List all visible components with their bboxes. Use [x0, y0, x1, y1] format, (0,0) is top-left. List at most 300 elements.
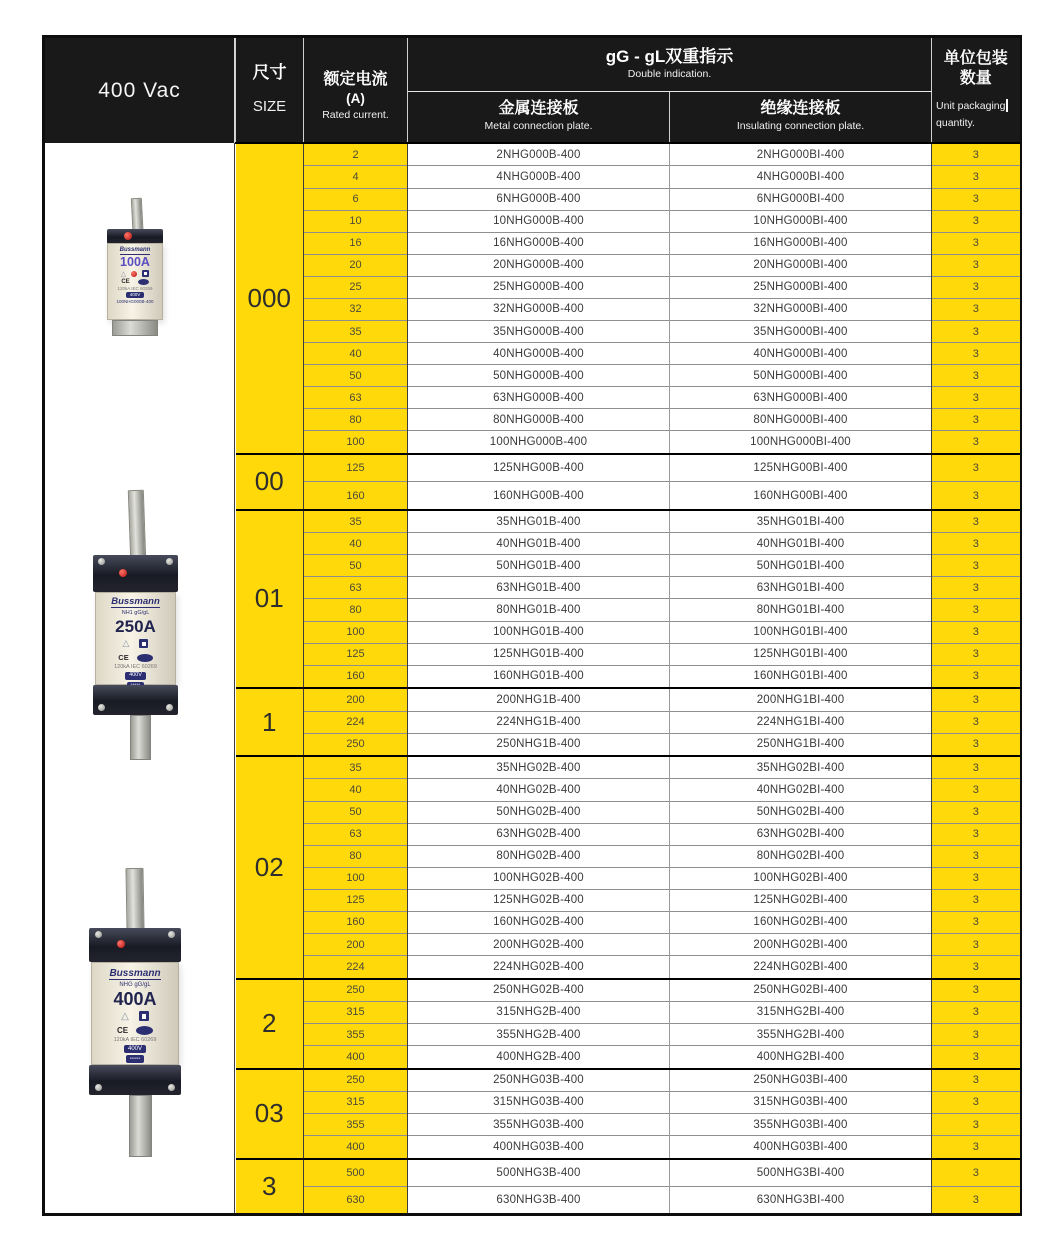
insulating-plate-part-cell: 63NHG02BI-400: [670, 823, 932, 845]
metal-plate-part-cell: 35NHG02B-400: [408, 756, 670, 779]
insulating-plate-part-cell: 40NHG02BI-400: [670, 779, 932, 801]
quantity-cell: 3: [932, 688, 1020, 711]
quantity-cell: 3: [932, 801, 1020, 823]
rated-current-cell: 25: [304, 276, 408, 298]
spec-row: [236, 889, 1020, 911]
insulating-plate-part-cell: 20NHG000BI-400: [670, 254, 932, 276]
spec-row: [236, 166, 1020, 188]
fuse-indicator-icon: [117, 940, 125, 948]
fuse-type: NH1 gG/gL: [121, 610, 150, 617]
rated-current-cell: 63: [304, 387, 408, 409]
col-header-size: 尺寸 SIZE: [236, 38, 304, 143]
fuse-blade-icon: [128, 490, 146, 561]
fuse-rating: 100A: [120, 254, 150, 269]
spec-row: [236, 688, 1020, 711]
size-label: 02: [236, 756, 304, 978]
screw-icon: [166, 704, 173, 711]
quantity-cell: 3: [932, 276, 1020, 298]
spec-row: [236, 577, 1020, 599]
quantity-cell: 3: [932, 533, 1020, 555]
rated-current-cell: 250: [304, 979, 408, 1002]
fuse-rating: 250A: [115, 617, 156, 637]
rated-current-cell: 355: [304, 1024, 408, 1046]
rated-current-cell: 400: [304, 1046, 408, 1069]
fuse-photo-100a: [107, 198, 165, 338]
metal-plate-part-cell: 80NHG000B-400: [408, 409, 670, 431]
metal-plate-part-cell: 50NHG01B-400: [408, 555, 670, 577]
metal-plate-part-cell: 100NHG02B-400: [408, 867, 670, 889]
metal-plate-part-cell: 315NHG03B-400: [408, 1091, 670, 1113]
size-label: 00: [236, 454, 304, 510]
fuse-top-cap: [93, 555, 178, 592]
insulating-plate-part-cell: 100NHG01BI-400: [670, 621, 932, 643]
voltage-label: 400 Vac: [98, 78, 181, 102]
spec-row: [236, 188, 1020, 210]
insulating-plate-part-cell: 400NHG2BI-400: [670, 1046, 932, 1069]
metal-plate-part-cell: 25NHG000B-400: [408, 276, 670, 298]
insulating-plate-part-cell: 315NHG2BI-400: [670, 1001, 932, 1023]
text-cursor: [1006, 99, 1008, 112]
quantity-cell: 3: [932, 1046, 1020, 1069]
size-label: 03: [236, 1069, 304, 1159]
metal-plate-part-cell: 500NHG3B-400: [408, 1159, 670, 1187]
quantity-cell: 3: [932, 1001, 1020, 1023]
screw-icon: [168, 1084, 175, 1091]
insulating-plate-part-cell: 25NHG000BI-400: [670, 276, 932, 298]
oval-cert-icon: [136, 1026, 153, 1035]
quantity-cell: 3: [932, 143, 1020, 166]
spec-row: [236, 1187, 1020, 1213]
spec-row: [236, 365, 1020, 387]
fuse-top-cap: [89, 928, 181, 962]
spec-row: [236, 643, 1020, 665]
quantity-cell: 3: [932, 188, 1020, 210]
fuse-bottom-cap: [93, 685, 178, 715]
rated-current-cell: 35: [304, 510, 408, 533]
table-header: [236, 38, 1020, 143]
spec-row: [236, 254, 1020, 276]
quantity-cell: 3: [932, 431, 1020, 454]
quantity-cell: 3: [932, 343, 1020, 365]
quantity-cell: 3: [932, 823, 1020, 845]
quantity-cell: 3: [932, 711, 1020, 733]
quantity-cell: 3: [932, 643, 1020, 665]
fuse-cert-icons: [123, 638, 149, 649]
ce-mark: CE: [116, 1025, 129, 1035]
rated-current-cell: 80: [304, 409, 408, 431]
quantity-cell: 3: [932, 779, 1020, 801]
insulating-plate-part-cell: 355NHG03BI-400: [670, 1114, 932, 1136]
metal-plate-part-cell: 20NHG000B-400: [408, 254, 670, 276]
rated-current-cell: 40: [304, 343, 408, 365]
col-header-insulating-plate: 绝缘连接板 Insulating connection plate.: [670, 91, 932, 143]
spec-row: [236, 1114, 1020, 1136]
quantity-cell: 3: [932, 510, 1020, 533]
quantity-cell: 3: [932, 1024, 1020, 1046]
rated-current-cell: 40: [304, 779, 408, 801]
spec-row: [236, 801, 1020, 823]
fuse-body-label: [107, 243, 163, 320]
spec-row: [236, 1091, 1020, 1113]
insulating-plate-part-cell: 200NHG02BI-400: [670, 934, 932, 956]
metal-plate-part-cell: 224NHG02B-400: [408, 956, 670, 979]
quantity-cell: 3: [932, 1114, 1020, 1136]
quantity-cell: 3: [932, 409, 1020, 431]
insulating-plate-part-cell: 50NHG000BI-400: [670, 365, 932, 387]
rated-current-cell: 20: [304, 254, 408, 276]
rated-current-cell: 4: [304, 166, 408, 188]
metal-plate-part-cell: 125NHG01B-400: [408, 643, 670, 665]
insulating-plate-part-cell: 315NHG03BI-400: [670, 1091, 932, 1113]
fuse-bottom-cap: [89, 1065, 181, 1095]
insulating-plate-part-cell: 10NHG000BI-400: [670, 210, 932, 232]
fuse-voltage-pill: 400V: [124, 1045, 146, 1053]
quantity-cell: 3: [932, 867, 1020, 889]
insulating-plate-part-cell: 35NHG01BI-400: [670, 510, 932, 533]
rated-current-cell: 50: [304, 801, 408, 823]
quantity-cell: 3: [932, 298, 1020, 320]
rated-current-cell: 224: [304, 711, 408, 733]
fuse-standard-text: 120kA IEC 60269: [117, 285, 153, 291]
voltage-header: [45, 38, 235, 143]
insulating-plate-part-cell: 16NHG000BI-400: [670, 232, 932, 254]
rated-current-cell: 315: [304, 1091, 408, 1113]
quantity-cell: 3: [932, 665, 1020, 688]
insulating-plate-part-cell: 35NHG02BI-400: [670, 756, 932, 779]
insulating-plate-part-cell: 500NHG3BI-400: [670, 1159, 932, 1187]
metal-plate-part-cell: 160NHG02B-400: [408, 911, 670, 933]
insulating-plate-part-cell: 250NHG03BI-400: [670, 1069, 932, 1092]
quantity-cell: 3: [932, 577, 1020, 599]
insulating-plate-part-cell: 160NHG02BI-400: [670, 911, 932, 933]
insulating-plate-part-cell: 125NHG00BI-400: [670, 454, 932, 482]
product-images-area: [45, 143, 235, 1213]
fuse-voltage-pill: 400V: [125, 672, 146, 679]
spec-row: [236, 911, 1020, 933]
rated-current-cell: 50: [304, 555, 408, 577]
insulating-plate-part-cell: 100NHG000BI-400: [670, 431, 932, 454]
rated-current-cell: 10: [304, 210, 408, 232]
quantity-cell: 3: [932, 254, 1020, 276]
spec-row: [236, 845, 1020, 867]
size-label: 000: [236, 143, 304, 454]
fuse-standard-text: 120kA IEC 60269: [114, 664, 157, 671]
insulating-plate-part-cell: 125NHG01BI-400: [670, 643, 932, 665]
spec-row: [236, 979, 1020, 1002]
quantity-cell: 3: [932, 365, 1020, 387]
rated-current-cell: 2: [304, 143, 408, 166]
metal-plate-part-cell: 100NHG000B-400: [408, 431, 670, 454]
rated-current-cell: 50: [304, 365, 408, 387]
quantity-cell: 3: [932, 166, 1020, 188]
insulating-plate-part-cell: 80NHG02BI-400: [670, 845, 932, 867]
rated-current-cell: 200: [304, 934, 408, 956]
size-label: 1: [236, 688, 304, 756]
rated-current-cell: 160: [304, 482, 408, 510]
insulating-plate-part-cell: 50NHG02BI-400: [670, 801, 932, 823]
spec-row: [236, 733, 1020, 756]
rated-current-cell: 100: [304, 431, 408, 454]
quantity-cell: 3: [932, 210, 1020, 232]
spec-sheet-table: [42, 35, 1022, 1216]
insulating-plate-part-cell: 224NHG1BI-400: [670, 711, 932, 733]
insulating-plate-part-cell: 630NHG3BI-400: [670, 1187, 932, 1213]
fuse-photo-250a: [93, 490, 178, 760]
quantity-cell: 3: [932, 934, 1020, 956]
screw-icon: [98, 704, 105, 711]
metal-plate-part-cell: 80NHG02B-400: [408, 845, 670, 867]
col-header-rated-current: 额定电流 (A) Rated current.: [304, 38, 408, 143]
spec-row: [236, 555, 1020, 577]
insulating-plate-part-cell: 250NHG1BI-400: [670, 733, 932, 756]
insulating-plate-part-cell: 200NHG1BI-400: [670, 688, 932, 711]
rated-current-cell: 63: [304, 823, 408, 845]
quantity-cell: 3: [932, 956, 1020, 979]
spec-row: [236, 409, 1020, 431]
quantity-cell: 3: [932, 845, 1020, 867]
rated-current-cell: 100: [304, 621, 408, 643]
fuse-voltage-pill: 400V: [126, 292, 145, 298]
metal-plate-part-cell: 16NHG000B-400: [408, 232, 670, 254]
fuse-cert-icons: [121, 1011, 149, 1022]
rated-current-cell: 6: [304, 188, 408, 210]
quantity-cell: 3: [932, 454, 1020, 482]
fuse-indicator-icon: [124, 232, 132, 240]
metal-plate-part-cell: 630NHG3B-400: [408, 1187, 670, 1213]
spec-row: [236, 756, 1020, 779]
insulating-plate-part-cell: 50NHG01BI-400: [670, 555, 932, 577]
metal-plate-part-cell: 200NHG1B-400: [408, 688, 670, 711]
rated-current-cell: 200: [304, 688, 408, 711]
quantity-cell: 3: [932, 387, 1020, 409]
spec-row: [236, 431, 1020, 454]
quantity-cell: 3: [932, 1091, 1020, 1113]
rated-current-cell: 16: [304, 232, 408, 254]
metal-plate-part-cell: 400NHG2B-400: [408, 1046, 670, 1069]
fuse-blade-icon: [125, 868, 144, 930]
spec-row: [236, 533, 1020, 555]
metal-plate-part-cell: 40NHG000B-400: [408, 343, 670, 365]
metal-plate-part-cell: 160NHG00B-400: [408, 482, 670, 510]
metal-plate-part-cell: 250NHG02B-400: [408, 979, 670, 1002]
insulating-plate-part-cell: 40NHG000BI-400: [670, 343, 932, 365]
fuse-body-label: [91, 962, 179, 1065]
quantity-cell: 3: [932, 889, 1020, 911]
rated-current-cell: 80: [304, 845, 408, 867]
ce-mark: CE: [118, 653, 129, 663]
spec-row: [236, 711, 1020, 733]
metal-plate-part-cell: 125NHG02B-400: [408, 889, 670, 911]
size-label: 2: [236, 979, 304, 1069]
rated-current-cell: 355: [304, 1114, 408, 1136]
spec-row: [236, 823, 1020, 845]
metal-plate-part-cell: 10NHG000B-400: [408, 210, 670, 232]
insulating-plate-part-cell: 40NHG01BI-400: [670, 533, 932, 555]
col-header-metal-plate: 金属连接板 Metal connection plate.: [408, 91, 670, 143]
spec-row: [236, 934, 1020, 956]
rated-current-cell: 100: [304, 867, 408, 889]
insulating-plate-part-cell: 224NHG02BI-400: [670, 956, 932, 979]
spec-row: [236, 298, 1020, 320]
metal-plate-part-cell: 250NHG03B-400: [408, 1069, 670, 1092]
metal-plate-part-cell: 2NHG000B-400: [408, 143, 670, 166]
metal-plate-part-cell: 35NHG000B-400: [408, 320, 670, 342]
quantity-cell: 3: [932, 599, 1020, 621]
spec-row: [236, 1159, 1020, 1187]
rated-current-cell: 40: [304, 533, 408, 555]
spec-row: [236, 143, 1020, 166]
quantity-cell: 3: [932, 756, 1020, 779]
size-label: 01: [236, 510, 304, 688]
fuse-cert-icons: [121, 270, 149, 278]
spec-row: [236, 482, 1020, 510]
spec-row: [236, 343, 1020, 365]
screw-icon: [166, 558, 173, 565]
insulating-plate-part-cell: 400NHG03BI-400: [670, 1136, 932, 1159]
rated-current-cell: 125: [304, 454, 408, 482]
rated-current-cell: 500: [304, 1159, 408, 1187]
spec-row: [236, 867, 1020, 889]
quantity-cell: 3: [932, 733, 1020, 756]
metal-plate-part-cell: 355NHG03B-400: [408, 1114, 670, 1136]
metal-plate-part-cell: 4NHG000B-400: [408, 166, 670, 188]
quantity-cell: 3: [932, 555, 1020, 577]
insulating-plate-part-cell: 80NHG01BI-400: [670, 599, 932, 621]
ce-mark: CE: [121, 278, 130, 285]
metal-plate-part-cell: 63NHG000B-400: [408, 387, 670, 409]
fuse-indicator-icon: [119, 569, 127, 577]
metal-plate-part-cell: 6NHG000B-400: [408, 188, 670, 210]
oval-cert-icon: [138, 279, 149, 285]
spec-row: [236, 276, 1020, 298]
metal-plate-part-cell: 400NHG03B-400: [408, 1136, 670, 1159]
metal-plate-part-cell: 40NHG02B-400: [408, 779, 670, 801]
quantity-cell: 3: [932, 482, 1020, 510]
screw-icon: [168, 931, 175, 938]
col-header-unit-packaging: 单位包装 数量 Unit packaging quantity.: [932, 38, 1020, 143]
red-dot-icon: [131, 271, 137, 277]
metal-plate-part-cell: 40NHG01B-400: [408, 533, 670, 555]
square-cert-icon: [139, 639, 148, 648]
metal-plate-part-cell: 63NHG02B-400: [408, 823, 670, 845]
fuse-label-pill: ▪▪▪▪▪: [126, 1055, 145, 1063]
spec-table-body: [236, 143, 1020, 1213]
rated-current-cell: 630: [304, 1187, 408, 1213]
spec-row: [236, 1136, 1020, 1159]
spec-row: [236, 1024, 1020, 1046]
quantity-cell: 3: [932, 1069, 1020, 1092]
insulating-plate-part-cell: 80NHG000BI-400: [670, 409, 932, 431]
metal-plate-part-cell: 125NHG00B-400: [408, 454, 670, 482]
rated-current-cell: 35: [304, 756, 408, 779]
insulating-plate-part-cell: 32NHG000BI-400: [670, 298, 932, 320]
screw-icon: [95, 1084, 102, 1091]
fuse-type: NHG gG/gL: [119, 982, 151, 988]
fuse-photo-400a: [89, 868, 181, 1158]
insulating-plate-part-cell: 100NHG02BI-400: [670, 867, 932, 889]
quantity-cell: 3: [932, 232, 1020, 254]
insulating-plate-part-cell: 4NHG000BI-400: [670, 166, 932, 188]
fuse-spec-table: [235, 38, 1020, 1213]
square-cert-icon: [139, 1011, 149, 1021]
metal-plate-part-cell: 160NHG01B-400: [408, 665, 670, 688]
quantity-cell: 3: [932, 911, 1020, 933]
rated-current-cell: 125: [304, 643, 408, 665]
fuse-bottom-blade-icon: [130, 715, 151, 760]
fuse-brand: Bussmann: [111, 596, 160, 607]
spec-row: [236, 1046, 1020, 1069]
spec-row: [236, 779, 1020, 801]
fuse-rating: 400A: [113, 989, 157, 1009]
triangle-cert-icon: △: [122, 638, 130, 649]
rated-current-cell: 400: [304, 1136, 408, 1159]
metal-plate-part-cell: 100NHG01B-400: [408, 621, 670, 643]
metal-plate-part-cell: 224NHG1B-400: [408, 711, 670, 733]
quantity-cell: 3: [932, 320, 1020, 342]
rated-current-cell: 224: [304, 956, 408, 979]
product-image-column: [45, 38, 235, 1213]
rated-current-cell: 80: [304, 599, 408, 621]
rated-current-cell: 32: [304, 298, 408, 320]
spec-row: [236, 510, 1020, 533]
oval-cert-icon: [137, 654, 153, 662]
spec-row: [236, 387, 1020, 409]
spec-row: [236, 956, 1020, 979]
quantity-cell: 3: [932, 979, 1020, 1002]
metal-plate-part-cell: 250NHG1B-400: [408, 733, 670, 756]
insulating-plate-part-cell: 2NHG000BI-400: [670, 143, 932, 166]
rated-current-cell: 315: [304, 1001, 408, 1023]
rated-current-cell: 35: [304, 320, 408, 342]
insulating-plate-part-cell: 63NHG000BI-400: [670, 387, 932, 409]
fuse-part-number: 100NHG000B-400: [116, 298, 154, 304]
rated-current-cell: 160: [304, 911, 408, 933]
rated-current-cell: 63: [304, 577, 408, 599]
spec-row: [236, 454, 1020, 482]
quantity-cell: 3: [932, 1187, 1020, 1213]
quantity-cell: 3: [932, 1159, 1020, 1187]
fuse-brand: Bussmann: [109, 968, 161, 979]
metal-plate-part-cell: 80NHG01B-400: [408, 599, 670, 621]
spec-row: [236, 210, 1020, 232]
spec-row: [236, 1069, 1020, 1092]
insulating-plate-part-cell: 160NHG00BI-400: [670, 482, 932, 510]
size-label: 3: [236, 1159, 304, 1213]
rated-current-cell: 160: [304, 665, 408, 688]
metal-plate-part-cell: 63NHG01B-400: [408, 577, 670, 599]
quantity-cell: 3: [932, 621, 1020, 643]
fuse-brand: Bussmann: [119, 247, 151, 253]
metal-plate-part-cell: 315NHG2B-400: [408, 1001, 670, 1023]
spec-row: [236, 1001, 1020, 1023]
fuse-top-cap: [107, 229, 163, 244]
square-cert-icon: [142, 270, 149, 277]
insulating-plate-part-cell: 160NHG01BI-400: [670, 665, 932, 688]
spec-row: [236, 232, 1020, 254]
insulating-plate-part-cell: 63NHG01BI-400: [670, 577, 932, 599]
metal-plate-part-cell: 200NHG02B-400: [408, 934, 670, 956]
insulating-plate-part-cell: 250NHG02BI-400: [670, 979, 932, 1002]
spec-row: [236, 320, 1020, 342]
spec-row: [236, 621, 1020, 643]
spec-row: [236, 599, 1020, 621]
insulating-plate-part-cell: 355NHG2BI-400: [670, 1024, 932, 1046]
fuse-body-label: [95, 592, 176, 685]
triangle-cert-icon: △: [121, 1010, 129, 1022]
metal-plate-part-cell: 35NHG01B-400: [408, 510, 670, 533]
metal-plate-part-cell: 50NHG02B-400: [408, 801, 670, 823]
metal-plate-part-cell: 32NHG000B-400: [408, 298, 670, 320]
